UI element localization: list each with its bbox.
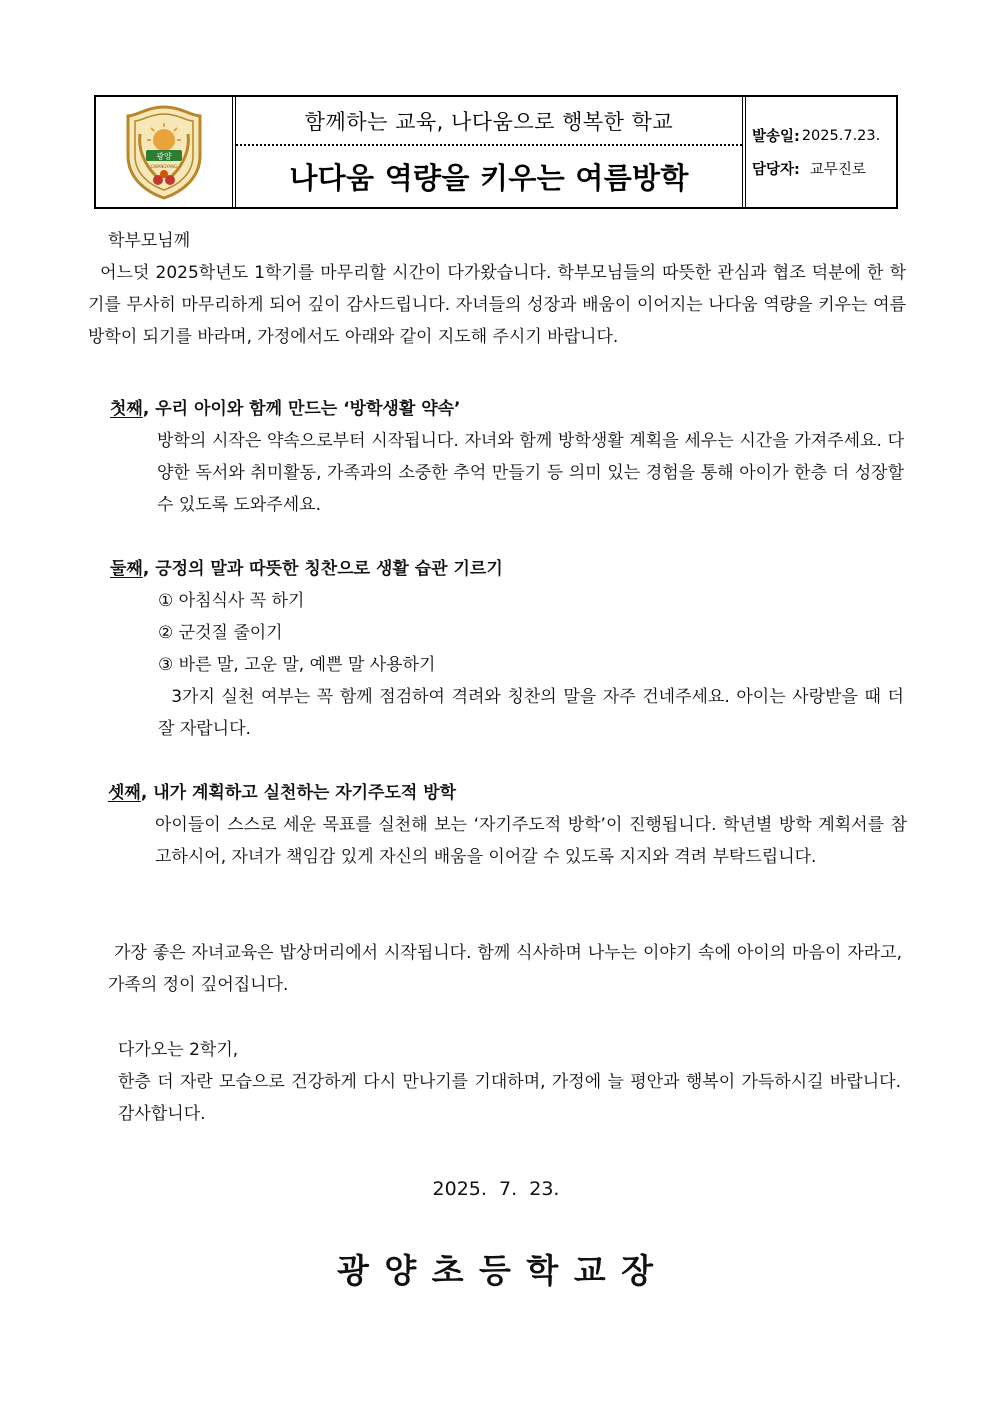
issue-date-label: 발송일: (752, 129, 800, 145)
list-item: ① 아침식사 꼭 하기 (158, 591, 305, 611)
letter-header (94, 95, 898, 209)
section-3-title: , 내가 계획하고 실천하는 자기주도적 방학 (140, 783, 457, 803)
issue-date: 2025.7.23. (801, 127, 881, 144)
emblem-name: 광양 (156, 152, 172, 161)
greeting: 학부모님께 (108, 231, 191, 251)
page-title: 나다움 역량을 키우는 여름방학 (289, 161, 689, 195)
intro-paragraph: 어느덧 2025학년도 1학기를 마무리할 시간이 다가왔습니다. 학부모님들의 따뜻한 관심과 협조 덕분에 한 학기를 무사히 마무리하게 되어 깊이 감사드립니다. 자녀들의 성장과 배움이 이어지는 나다움 역량을 키우는 여름방학이 되기를 바라며, 가정에서도 아래와 같이 지도해 주시기 바랍니다. (88, 263, 906, 347)
manager-label: 담당자: (752, 162, 800, 178)
title-cell (236, 97, 746, 207)
section-2-body: 3가지 실천 여부는 꼭 함께 점검하여 격려와 칭찬의 말을 자주 건네주세요. 아이는 사랑받을 때 더 잘 자랍니다. (158, 687, 910, 739)
section-1-ordinal: 첫째 (110, 399, 143, 419)
emblem-subtext: GWANGYANG (150, 164, 178, 169)
section-2-heading (110, 553, 503, 585)
section-3-body: 아이들이 스스로 세운 목표를 실천해 보는 ‘자기주도적 방학’이 진행됩니다. 학년별 방학 계획서를 참고하시어, 자녀가 책임감 있게 자신의 배움을 이어갈 수 있도록 지지와 격려 부탁드립니다. (155, 815, 907, 867)
school-slogan: 함께하는 교육, 나다움으로 행복한 학교 (236, 97, 742, 146)
principal-signature: 광 양 초 등 학 교 장 (336, 1251, 656, 1290)
section-3-ordinal: 셋째 (108, 783, 141, 803)
manager-row (752, 153, 896, 185)
section-1-title: , 우리 아이와 함께 만드는 ‘방학생활 약속’ (142, 399, 461, 419)
section-1-heading (110, 393, 461, 425)
section-2-ordinal: 둘째 (110, 559, 143, 579)
list-item: ③ 바른 말, 고운 말, 예쁜 말 사용하기 (158, 655, 436, 675)
issue-info (746, 97, 896, 207)
list-item: ② 군것질 줄이기 (158, 623, 283, 643)
letter-date: 2025. 7. 23. (432, 1178, 560, 1200)
farewell-line-1: 다가오는 2학기, (118, 1040, 239, 1060)
farewell-paragraph: 한층 더 자란 모습으로 건강하게 다시 만나기를 기대하며, 가정에 늘 평안과 행복이 가득하시길 바랍니다. 감사합니다. (118, 1072, 901, 1124)
manager: 교무진로 (809, 162, 866, 178)
issue-date-row (752, 120, 896, 153)
section-3-heading (108, 777, 456, 809)
school-emblem-icon (118, 104, 210, 200)
section-1-body: 방학의 시작은 약속으로부터 시작됩니다. 자녀와 함께 방학생활 계획을 세우는 시간을 가져주세요. 다양한 독서와 취미활동, 가족과의 소중한 추억 만들기 등 의미 있는 경험을 통해 아이가 한층 더 성장할 수 있도록 도와주세요. (157, 431, 904, 515)
section-2-title: , 긍정의 말과 따뜻한 칭찬으로 생활 습관 기르기 (142, 559, 503, 579)
closing-paragraph: 가장 좋은 자녀교육은 밥상머리에서 시작됩니다. 함께 식사하며 나누는 이야기 속에 아이의 마음이 자라고, 가족의 정이 깊어집니다. (108, 943, 908, 995)
school-emblem-cell (96, 97, 236, 207)
